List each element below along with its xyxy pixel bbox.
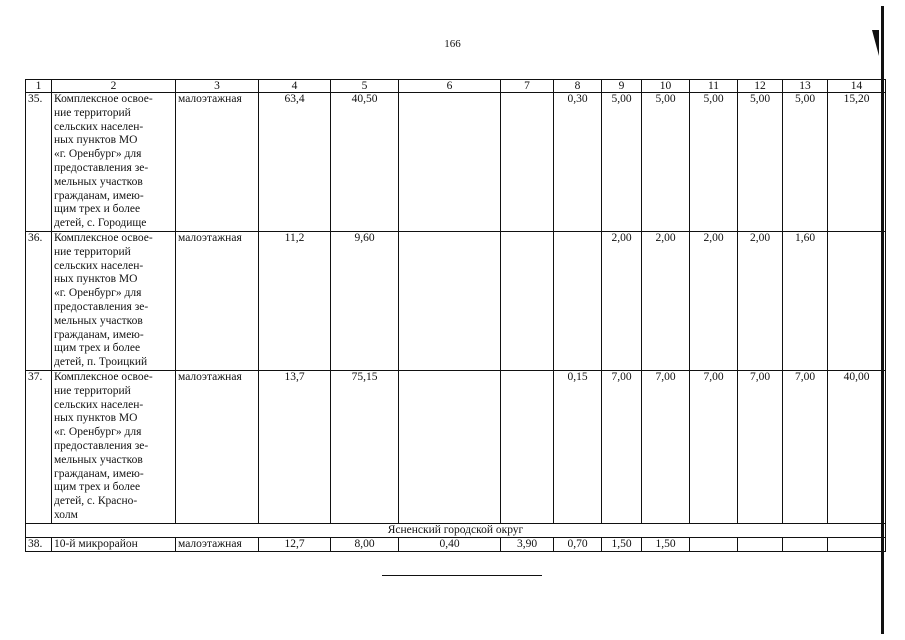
value-cell-c12 [738,537,783,551]
value-cell-c7 [501,370,554,523]
value-cell-c12: 2,00 [738,231,783,370]
page-number: 166 [444,38,461,50]
value-cell-c11 [690,537,738,551]
value-cell-c11: 5,00 [690,93,738,232]
value-cell-c11: 7,00 [690,370,738,523]
value-cell-c5: 9,60 [331,231,399,370]
value-cell-c7 [501,93,554,232]
value-cell-c14 [828,537,886,551]
object-description: 10-й микрорайон [52,537,176,551]
value-cell-c12: 7,00 [738,370,783,523]
value-cell-c14 [828,231,886,370]
object-description: Комплексное освое- ние территорий сельских населен- ных пунктов МО «г. Оренбург» для предоставления зе- мельных участков гражданам, имею- щим трех и более детей, с. Городище [52,93,176,232]
value-cell-c8 [554,231,602,370]
scan-mark [872,30,879,56]
building-type: малоэтажная [176,93,259,232]
header-cell: 1 [26,80,52,93]
value-cell-c8: 0,70 [554,537,602,551]
value-cell-c7: 3,90 [501,537,554,551]
header-cell: 13 [783,80,828,93]
value-cell-c14: 15,20 [828,93,886,232]
value-cell-c4: 63,4 [259,93,331,232]
header-cell: 11 [690,80,738,93]
row-number: 38. [26,537,52,551]
value-cell-c10: 7,00 [642,370,690,523]
data-table [25,79,886,552]
value-cell-c9: 1,50 [602,537,642,551]
value-cell-c9: 2,00 [602,231,642,370]
value-cell-c12: 5,00 [738,93,783,232]
value-cell-c4: 13,7 [259,370,331,523]
object-description: Комплексное освое- ние территорий сельских населен- ных пунктов МО «г. Оренбург» для предоставления зе- мельных участков гражданам, имею- щим трех и более детей, п. Троицкий [52,231,176,370]
value-cell-c8: 0,15 [554,370,602,523]
value-cell-c11: 2,00 [690,231,738,370]
value-cell-c10: 1,50 [642,537,690,551]
scan-edge [881,6,884,634]
table-row [26,370,886,523]
header-cell: 10 [642,80,690,93]
header-cell: 6 [399,80,501,93]
value-cell-c14: 40,00 [828,370,886,523]
section-title: Ясненский городской округ [26,523,886,537]
header-cell: 7 [501,80,554,93]
header-cell: 5 [331,80,399,93]
row-number: 36. [26,231,52,370]
building-type: малоэтажная [176,537,259,551]
value-cell-c9: 7,00 [602,370,642,523]
value-cell-c5: 75,15 [331,370,399,523]
header-cell: 14 [828,80,886,93]
table-row [26,231,886,370]
value-cell-c5: 8,00 [331,537,399,551]
value-cell-c6 [399,93,501,232]
table-row [26,93,886,232]
header-row [26,80,886,93]
value-cell-c13 [783,537,828,551]
value-cell-c7 [501,231,554,370]
building-type: малоэтажная [176,370,259,523]
value-cell-c4: 11,2 [259,231,331,370]
header-cell: 9 [602,80,642,93]
section-row [26,523,886,537]
header-cell: 12 [738,80,783,93]
building-type: малоэтажная [176,231,259,370]
table-row [26,537,886,551]
value-cell-c8: 0,30 [554,93,602,232]
object-description: Комплексное освое- ние территорий сельских населен- ных пунктов МО «г. Оренбург» для предоставления зе- мельных участков гражданам, имею- щим трех и более детей, с. Красно- холм [52,370,176,523]
header-cell: 3 [176,80,259,93]
value-cell-c6: 0,40 [399,537,501,551]
value-cell-c6 [399,370,501,523]
value-cell-c10: 5,00 [642,93,690,232]
row-number: 35. [26,93,52,232]
header-cell: 4 [259,80,331,93]
value-cell-c10: 2,00 [642,231,690,370]
value-cell-c13: 5,00 [783,93,828,232]
value-cell-c6 [399,231,501,370]
value-cell-c13: 7,00 [783,370,828,523]
header-cell: 8 [554,80,602,93]
footer-rule [382,575,542,576]
header-cell: 2 [52,80,176,93]
value-cell-c13: 1,60 [783,231,828,370]
value-cell-c5: 40,50 [331,93,399,232]
row-number: 37. [26,370,52,523]
value-cell-c9: 5,00 [602,93,642,232]
value-cell-c4: 12,7 [259,537,331,551]
